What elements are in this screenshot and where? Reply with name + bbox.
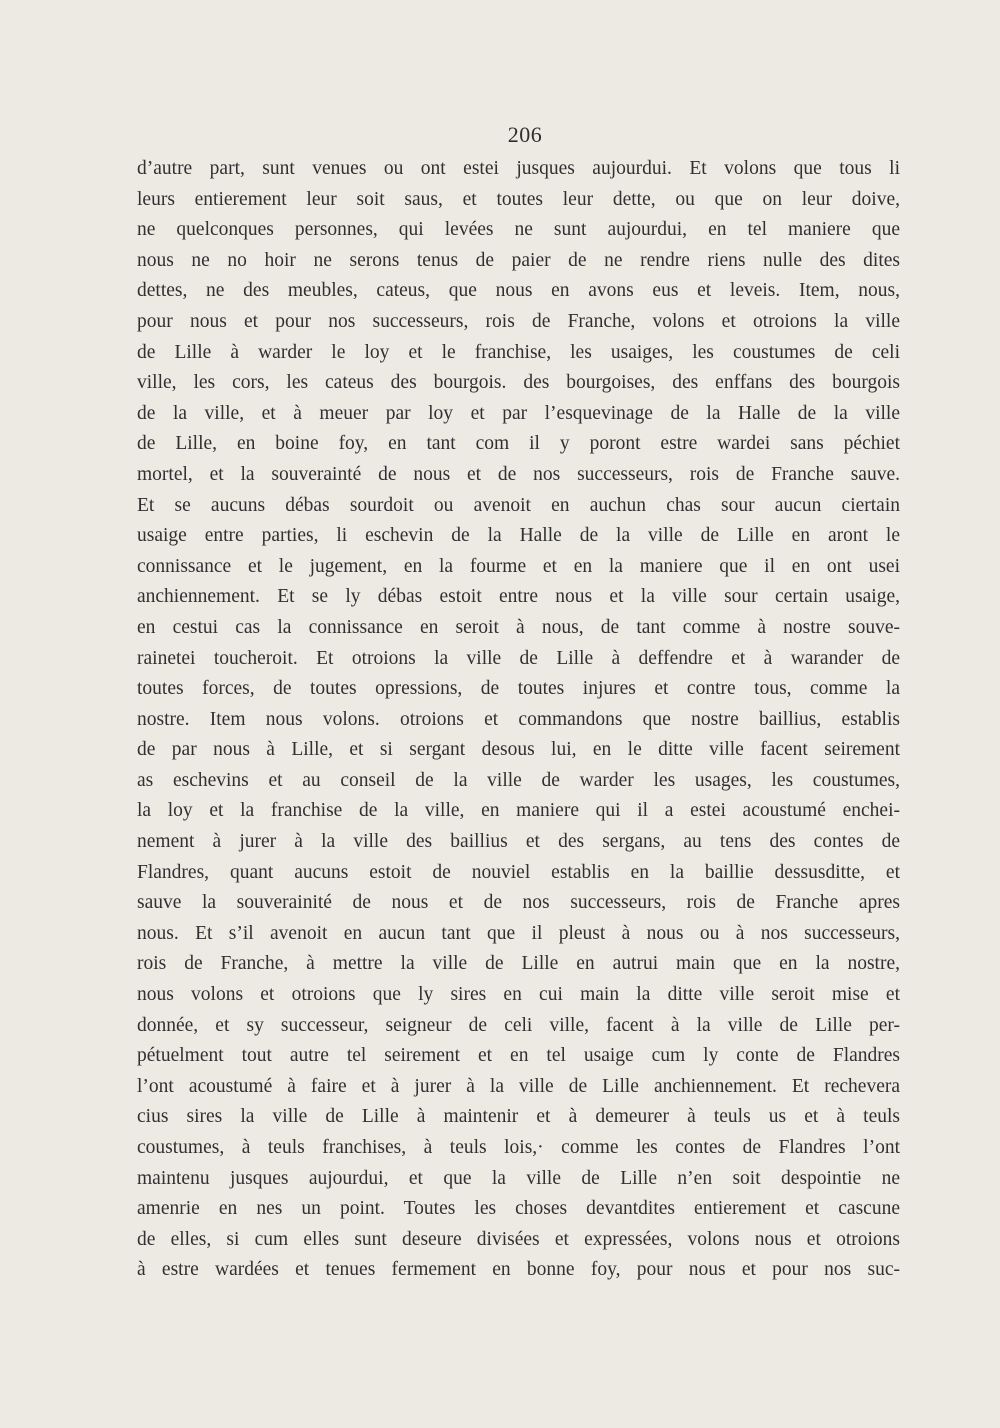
text-line: nous ne no hoir ne serons tenus de paier de ne rendre riens nulle des dites [137, 249, 900, 271]
text-line: rainetei toucheroit. Et otroions la ville de Lille à deffendre et à warander de [137, 647, 900, 669]
body-text [137, 154, 900, 1286]
text-line: maintenu jusques aujourdui, et que la ville de Lille n’en soit despointie ne [137, 1167, 900, 1189]
text-line: ville, les cors, les cateus des bourgois. des bourgoises, des enffans des bourgois [137, 372, 900, 394]
text-line: leurs entierement leur soit saus, et toutes leur dette, ou que on leur doive, [137, 188, 900, 210]
text-line: de Lille, en boine foy, en tant com il y poront estre wardei sans péchiet [137, 433, 900, 455]
text-line: d’autre part, sunt venues ou ont estei jusques aujourdui. Et volons que tous li [137, 158, 900, 179]
text-line: as eschevins et au conseil de la ville de warder les usages, les coustumes, [137, 769, 900, 791]
text-line: de la ville, et à meuer par loy et par l’esquevinage de la Halle de la ville [137, 402, 900, 424]
text-line: sauve la souverainité de nous et de nos successeurs, rois de Franche apres [137, 892, 900, 914]
text-line: en cestui cas la connissance en seroit à nous, de tant comme à nostre souve- [137, 616, 900, 638]
text-line: de Lille à warder le loy et le franchise, les usaiges, les coustumes de celi [137, 341, 900, 363]
text-line: la loy et la franchise de la ville, en maniere qui il a estei acoustumé enchei- [137, 800, 900, 822]
text-line: pétuelment tout autre tel seirement et en tel usaige cum ly conte de Flandres [137, 1045, 900, 1067]
text-line: usaige entre parties, li eschevin de la Halle de la ville de Lille en aront le [137, 525, 900, 547]
text-line: Flandres, quant aucuns estoit de nouviel establis en la baillie dessusditte, et [137, 861, 900, 883]
text-line: anchiennement. Et se ly débas estoit entre nous et la ville sour certain usaige, [137, 586, 900, 608]
text-line: Et se aucuns débas sourdoit ou avenoit en auchun chas sour aucun ciertain [137, 494, 900, 516]
text-line: l’ont acoustumé à faire et à jurer à la ville de Lille anchiennement. Et rechevera [137, 1075, 900, 1097]
text-line: amenrie en nes un point. Toutes les choses devantdites entierement et cascune [137, 1198, 900, 1220]
text-line: de elles, si cum elles sunt deseure divisées et expressées, volons nous et otroions [137, 1228, 900, 1250]
text-line: dettes, ne des meubles, cateus, que nous en avons eus et leveis. Item, nous, [137, 280, 900, 302]
text-line: pour nous et pour nos successeurs, rois de Franche, volons et otroions la ville [137, 310, 900, 332]
text-line: cius sires la ville de Lille à maintenir et à demeurer à teuls us et à teuls [137, 1106, 900, 1128]
text-line: de par nous à Lille, et si sergant desous lui, en le ditte ville facent seirement [137, 739, 900, 761]
text-line: nement à jurer à la ville des baillius et des sergans, au tens des contes de [137, 831, 900, 853]
text-line: nous. Et s’il avenoit en aucun tant que il pleust à nous ou à nos successeurs, [137, 922, 900, 944]
page-number: 206 [507, 122, 543, 147]
text-line: donnée, et sy successeur, seigneur de celi ville, facent à la ville de Lille per- [137, 1014, 900, 1036]
text-line: nous volons et otroions que ly sires en cui main la ditte ville seroit mise et [137, 984, 900, 1006]
text-line: toutes forces, de toutes opressions, de toutes injures et contre tous, comme la [137, 678, 900, 700]
text-line: nostre. Item nous volons. otroions et commandons que nostre baillius, establis [137, 708, 900, 730]
text-line: coustumes, à teuls franchises, à teuls lois,· comme les contes de Flandres l’ont [137, 1137, 900, 1158]
text-line: mortel, et la souverainté de nous et de nos successeurs, rois de Franche sauve. [137, 463, 900, 485]
text-line: ne quelconques personnes, qui levées ne sunt aujourdui, en tel maniere que [137, 219, 900, 241]
text-line: connissance et le jugement, en la fourme et en la maniere que il en ont usei [137, 555, 900, 577]
text-line: rois de Franche, à mettre la ville de Lille en autrui main que en la nostre, [137, 953, 900, 975]
text-line: à estre wardées et tenues fermement en bonne foy, pour nous et pour nos suc- [137, 1259, 900, 1281]
